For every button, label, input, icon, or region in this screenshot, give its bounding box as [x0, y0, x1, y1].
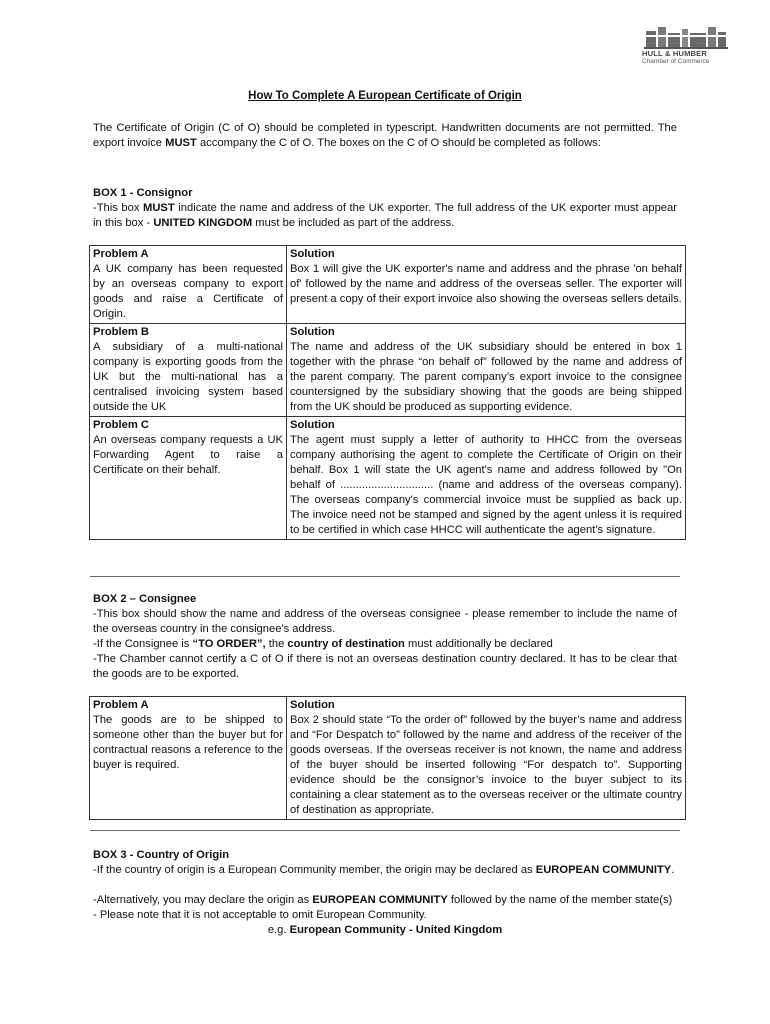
intro-emphasis: MUST — [165, 137, 197, 149]
intro-text: The Certificate of Origin (C of O) should be completed in typescript. Handwritten documents are not permitted. The export invoice — [93, 122, 677, 149]
box3-example — [93, 923, 677, 938]
box1-text-3: must be included as part of the address. — [252, 217, 455, 229]
box2-description-1: -This box should show the name and address of the overseas consignee - please remember to include the name of the overseas country in the consignee's address. — [93, 608, 677, 635]
problem-text: A UK company has been requested by an overseas company to export goods and raise a Certificate of Origin. — [93, 263, 283, 320]
box3-bold-2: EUROPEAN COMMUNITY — [312, 894, 448, 906]
box1-text-1: -This box — [93, 202, 144, 214]
box1-problem-table — [89, 245, 686, 540]
problem-label: Problem A — [93, 248, 149, 260]
box2-bold-1: “TO ORDER”, — [192, 638, 266, 650]
page-title: How To Complete A European Certificate of Origin — [248, 90, 522, 102]
box3-text-2: . — [671, 864, 675, 876]
solution-text: The agent must supply a letter of authority to HHCC from the overseas company authorising the agent to complete the Certificate of Origin on their behalf. Box 1 will state the UK agent's name and address followed by "On behalf of .............................. (name and address of the overseas company). The overseas company's commercial invoice must be supplied as back up. The invoice need not be stamped and signed by the agent unless it is required to be certified in which case HHCC will authenticate the agent's signature. — [290, 434, 682, 536]
section-divider — [90, 576, 680, 577]
box3-heading-text: BOX 3 - Country of Origin — [93, 849, 230, 861]
problem-text: A subsidiary of a multi-national company is exporting goods from the UK but the multi-national has a centralised invoicing system based outside the UK — [93, 341, 283, 413]
logo-subtitle: Chamber of Commerce — [642, 58, 710, 65]
box2-text-1: -If the Consignee is — [93, 638, 193, 650]
box3-bold-1: EUROPEAN COMMUNITY — [535, 864, 672, 876]
problem-label: Problem C — [93, 419, 149, 431]
skyline-logo-icon — [640, 27, 732, 49]
solution-label: Solution — [290, 248, 335, 260]
chamber-logo — [640, 27, 732, 67]
table-row — [90, 417, 686, 540]
box1-bold-2: UNITED KINGDOM — [153, 217, 253, 229]
box3-description-2 — [93, 893, 677, 923]
intro-text-end: accompany the C of O. The boxes on the C of O should be completed as follows: — [196, 137, 601, 149]
box2-description-3: -The Chamber cannot certify a C of O if there is not an overseas destination country declared. It has to be clear that the goods are to be exported. — [93, 653, 677, 680]
box3-description-1 — [93, 863, 677, 878]
table-row — [90, 324, 686, 417]
box1-bold-1: MUST — [143, 202, 175, 214]
box2-text-2: the — [265, 638, 288, 650]
box2-description-2 — [93, 637, 677, 652]
problem-text: An overseas company requests a UK Forwarding Agent to raise a Certificate on their behalf. — [93, 434, 283, 476]
solution-label: Solution — [290, 699, 335, 711]
table-row — [90, 697, 686, 820]
example-text: European Community - United Kingdom — [289, 924, 503, 936]
box1-text-2: indicate the name and address of the UK exporter. The full address of the UK exporter must appear in this box - — [93, 202, 677, 229]
box3-heading — [93, 848, 677, 863]
solution-cell — [287, 697, 686, 820]
box1-heading-text: BOX 1 - Consignor — [93, 187, 193, 199]
problem-cell — [90, 417, 287, 540]
box2-bold-2: country of destination — [287, 638, 405, 650]
example-prefix: e.g. — [267, 924, 290, 936]
solution-cell — [287, 324, 686, 417]
problem-cell — [90, 324, 287, 417]
box3-text-4: followed by the name of the member state(s) - Please note that it is not acceptable to omit European Community. — [93, 894, 673, 921]
box1-heading — [93, 186, 677, 201]
problem-text: The goods are to be shipped to someone other than the buyer but for contractual reasons a reference to the buyer is required. — [93, 714, 283, 771]
problem-label: Problem B — [93, 326, 149, 338]
logo-title: HULL & HUMBER — [642, 49, 707, 58]
solution-cell — [287, 246, 686, 324]
box2-problem-table — [89, 696, 686, 820]
solution-text: Box 2 should state “To the order of” followed by the buyer’s name and address and “For Despatch to” followed by the name and address of the receiver of the goods overseas. If the overseas receiver is not known, the name and address of the buyer should be inserted following “For despatch to”. Supporting evidence should be the consignor’s invoice to the buyer subject to its containing a clear statement as to the overseas receiver or the ultimate country of destination as appropriate. — [290, 714, 682, 816]
solution-cell — [287, 417, 686, 540]
intro-paragraph — [93, 121, 677, 151]
box2-heading — [93, 592, 677, 607]
box2-text-3: must additionally be declared — [404, 638, 553, 650]
solution-label: Solution — [290, 419, 335, 431]
section-divider — [90, 830, 680, 831]
box2-heading-text: BOX 2 – Consignee — [93, 593, 197, 605]
box3-text-1: -If the country of origin is a European Community member, the origin may be declared as — [93, 864, 536, 876]
solution-text: The name and address of the UK subsidiary should be entered in box 1 together with the phrase “on behalf of” followed by the name and address of the parent company. The parent company’s export invoice to the consignee countersigned by the subsidiary showing that the goods are being shipped from the UK should be produced as supporting evidence. — [290, 341, 682, 413]
problem-cell — [90, 697, 287, 820]
solution-text: Box 1 will give the UK exporter's name and address and the phrase 'on behalf of' followed by the name and address of the overseas seller. The exporter will present a copy of their export invoice also showing the overseas sellers details. — [290, 263, 682, 305]
box3-text-3: -Alternatively, you may declare the origin as — [93, 894, 313, 906]
table-row — [90, 246, 686, 324]
problem-cell — [90, 246, 287, 324]
solution-label: Solution — [290, 326, 335, 338]
box1-description — [93, 201, 677, 231]
problem-label: Problem A — [93, 699, 149, 711]
